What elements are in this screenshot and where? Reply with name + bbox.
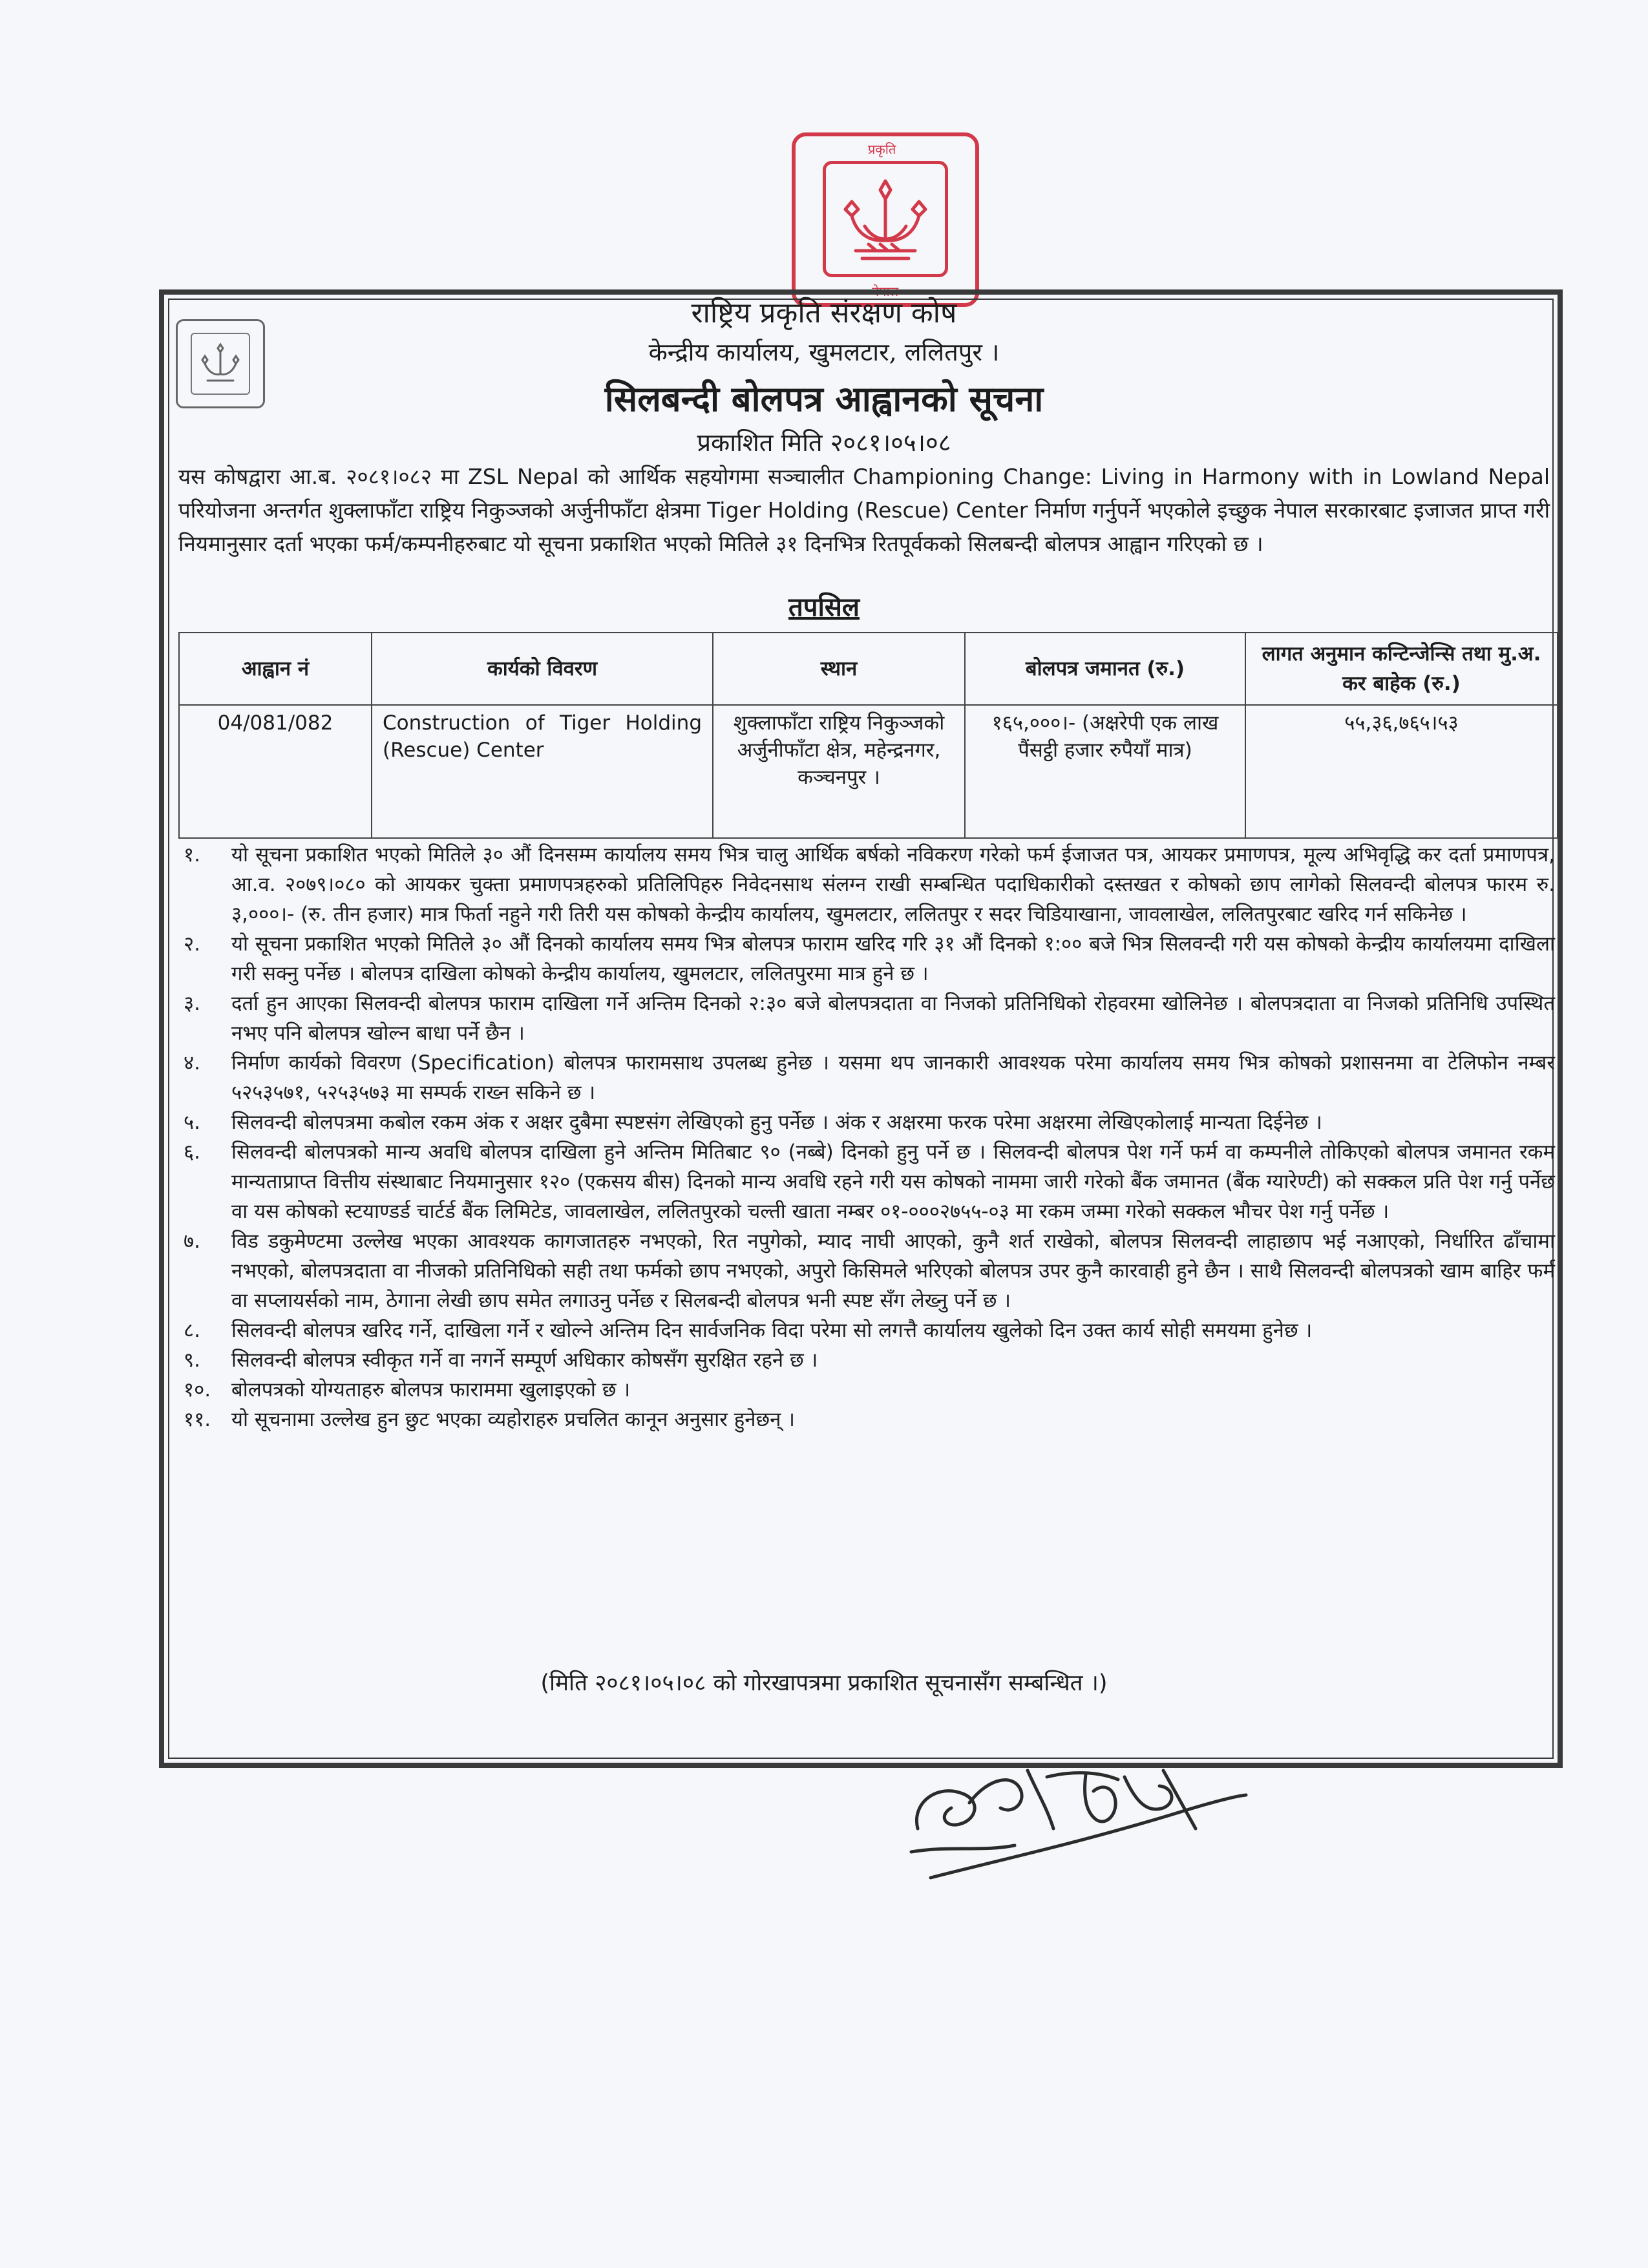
header-work-description: कार्यको विवरण [372, 633, 713, 705]
clause-number: ९. [184, 1349, 200, 1372]
clause-number: ४. [184, 1051, 200, 1075]
table-row [179, 705, 1558, 838]
clause-number: ३. [184, 992, 200, 1015]
list-item [178, 840, 1555, 929]
list-item [178, 1226, 1555, 1316]
organization-seal-stamp [792, 132, 979, 307]
clause-text: सिलवन्दी बोलपत्र स्वीकृत गर्ने वा नगर्ने सम्पूर्ण अधिकार कोषसँग सुरक्षित रहने छ । [231, 1349, 818, 1372]
header-call-number: आह्वान नं [179, 633, 372, 705]
header-location: स्थान [713, 633, 965, 705]
header-bid-security: बोलपत्र जमानत (रु.) [965, 633, 1245, 705]
clause-text: सिलवन्दी बोलपत्रमा कबोल रकम अंक र अक्षर दुबैमा स्पष्टसंग लेखिएको हुनु पर्नेछ । अंक र अक्षरमा फरक परेमा अक्षरमा लेखिएकोलाई मान्यता दिईनेछ । [231, 1111, 1322, 1134]
cell-location: शुक्लाफाँटा राष्ट्रिय निकुञ्जको अर्जुनीफाँटा क्षेत्र, महेन्द्रनगर, कञ्चनपुर । [713, 705, 965, 838]
clause-number: ११. [184, 1408, 211, 1431]
office-address: केन्द्रीय कार्यालय, खुमलटार, ललितपुर । [648, 338, 1000, 366]
clause-text: दर्ता हुन आएका सिलवन्दी बोलपत्र फाराम दाखिला गर्ने अन्तिम दिनको २:३० बजे बोलपत्रदाता वा निजको प्रतिनिधिको रोहवरमा खोलिनेछ । बोलपत्रदाता वा निजको प्रतिनिधि उपस्थित नभए पनि बोलपत्र खोल्न बाधा पर्ने छैन । [231, 992, 1555, 1045]
clause-number: ६. [184, 1140, 200, 1164]
handwritten-signature [892, 1732, 1254, 1887]
clause-text: यो सूचना प्रकाशित भएको मितिले ३० औं दिनको कार्यालय समय भित्र बोलपत्र फाराम खरिद गरि ३१ औं दिनको १:०० बजे भित्र सिलवन्दी गरी यस कोषको केन्द्रीय कार्यालयमा दाखिला गरी सक्नु पर्नेछ । बोलपत्र दाखिला कोषको केन्द्रीय कार्यालय, खुमलटार, ललितपुरमा मात्र हुने छ । [231, 932, 1555, 985]
clause-text: सिलवन्दी बोलपत्रको मान्य अवधि बोलपत्र दाखिला हुने अन्तिम मितिबाट ९० (नब्बे) दिनको हुनु पर्ने छ । सिलवन्दी बोलपत्र पेश गर्ने फर्म वा कम्पनीले तोकिएको बोलपत्र जमानत रकम मान्यताप्राप्त वित्तीय संस्थाबाट नियमानुसार १२० (एकसय बीस) दिनको मान्य अवधि रहने गरी यस कोषको नाममा जारी गरेको बैंक जमानत (बैंक ग्यारेण्टी) को सक्कल प्रति पेश गर्नु पर्नेछ वा यस कोषको स्टयाण्डर्ड चार्टर्ड बैंक लिमिटेड, जावलाखेल, ललितपुरको चल्ती खाता नम्बर ०१-०००२७५५-०३ मा रकम जम्मा गरेको सक्कल भौचर पेश गर्नु पर्नेछ । [231, 1140, 1555, 1223]
clause-text: यो सूचना प्रकाशित भएको मितिले ३० औं दिनसम्म कार्यालय समय भित्र चालु आर्थिक बर्षको नविकरण गरेको फर्म ईजाजत पत्र, आयकर प्रमाणपत्र, मूल्य अभिवृद्धि कर दर्ता प्रमाणपत्र, आ.व. २०७९।०८० को आयकर चुक्ता प्रमाणपत्रहरुको प्रतिलिपिहरु निवेदनसाथ संलग्न राखी सम्बन्धित पदाधिकारीको दस्तखत र कोषको छाप लागेको सिलवन्दी बोलपत्र फारम रु. ३,०००।- (रु. तीन हजार) मात्र फिर्ता नहुने गरी तिरी यस कोषको केन्द्रीय कार्यालय, खुमलटार, ललितपुर र सदर चिडियाखाना, जावलाखेल, ललितपुरबाट खरिद गर्न सकिनेछ । [231, 843, 1555, 926]
cell-call-number: 04/081/082 [179, 705, 372, 838]
intro-paragraph: यस कोषद्वारा आ.ब. २०८१।०८२ मा ZSL Nepal को आर्थिक सहयोगमा सञ्चालीत Championing Change: Living in Harmony with in Lowland Nepal परियोजना अन्तर्गत शुक्लाफाँटा राष्ट्रिय निकुञ्जको अर्जुनीफाँटा क्षेत्रमा Tiger Holding (Rescue) Center निर्माण गर्नुपर्ने भएकोले इच्छुक नेपाल सरकारबाट इजाजत प्राप्त गरी नियमानुसार दर्ता भएका फर्म/कम्पनीहरुबाट यो सूचना प्रकाशित भएको मितिले ३१ दिनभित्र रितपूर्वकको सिलबन्दी बोलपत्र आह्वान गरिएको छ । [178, 464, 1550, 556]
seal-emblem-icon [826, 164, 945, 274]
list-item [178, 1137, 1555, 1226]
list-item [178, 989, 1555, 1048]
clause-text: विड डकुमेण्टमा उल्लेख भएका आवश्यक कागजातहरु नभएको, रित नपुगेको, म्याद नाघी आएको, कुनै शर्त राखेको, बोलपत्र सिलवन्दी लाहाछाप भई नआएको, निर्धारित ढाँचामा नभएको, बोलपत्रदाता वा नीजको प्रतिनिधिको सही तथा फर्मको छाप नभएको, अपुरो किसिमले भरिएको बोलपत्र उपर कुनै कारवाही हुने छैन । साथै सिलवन्दी बोलपत्रको खाम बाहिर फर्म वा सप्लायर्सको नाम, ठेगाना लेखी छाप समेत लगाउनु पर्नेछ र सिलबन्दी बोलपत्र भनी स्पष्ट सँग लेख्नु पर्ने छ । [231, 1230, 1555, 1312]
conditions-list [178, 840, 1555, 1434]
list-item [178, 1405, 1555, 1434]
cell-bid-security: १६५,०००।- (अक्षरेपी एक लाख पैंसट्ठी हजार रुपैयाँ मात्र) [965, 705, 1245, 838]
clause-text: बोलपत्रको योग्यताहरु बोलपत्र फाराममा खुलाइएको छ । [231, 1378, 631, 1402]
organization-name: राष्ट्रिय प्रकृति संरक्षण कोष [691, 297, 957, 330]
clause-number: १. [184, 843, 200, 866]
cell-cost-estimate: ५५,३६,७६५।५३ [1245, 705, 1558, 838]
list-item [178, 1316, 1555, 1345]
list-item [178, 929, 1555, 989]
list-item [178, 1108, 1555, 1137]
clause-number: ८. [184, 1319, 200, 1342]
clause-number: ५. [184, 1111, 200, 1134]
published-date: प्रकाशित मिति २०८१।०५।०८ [697, 428, 951, 457]
clause-text: सिलवन्दी बोलपत्र खरिद गर्ने, दाखिला गर्ने र खोल्ने अन्तिम दिन सार्वजनिक विदा परेमा सो लगत्तै कार्यालय खुलेको दिन उक्त कार्य सोही समयमा हुनेछ । [231, 1319, 1313, 1342]
list-item [178, 1345, 1555, 1375]
clause-number: १०. [184, 1378, 211, 1402]
schedule-heading: तपसिल [788, 593, 860, 622]
header-cost-estimate: लागत अनुमान कन्टिन्जेन्सि तथा मु.अ. कर बाहेक (रु.) [1245, 633, 1558, 705]
clause-number: ७. [184, 1230, 200, 1253]
tender-table [178, 632, 1558, 839]
cell-work-description: Construction of Tiger Holding (Rescue) Center [372, 705, 713, 838]
list-item [178, 1375, 1555, 1405]
notice-title: सिलबन्दी बोलपत्र आह्वानको सूचना [604, 378, 1044, 419]
seal-inner-ring [823, 161, 948, 277]
clause-text: निर्माण कार्यको विवरण (Specification) बोलपत्र फारामसाथ उपलब्ध हुनेछ । यसमा थप जानकारी आवश्यक परेमा कार्यालय समय भित्र कोषको प्रशासनमा वा टेलिफोन नम्बर ५२५३५७१, ५२५३५७३ मा सम्पर्क राख्न सकिने छ । [231, 1051, 1555, 1104]
clause-text: यो सूचनामा उल्लेख हुन छुट भएका व्यहोराहरु प्रचलित कानून अनुसार हुनेछन् । [231, 1408, 795, 1431]
footer-reference-note: (मिति २०८१।०५।०८ को गोरखापत्रमा प्रकाशित सूचनासँग सम्बन्धित ।) [540, 1670, 1108, 1696]
seal-bottom-text: नेपाल [872, 284, 899, 299]
clause-number: २. [184, 932, 200, 956]
seal-top-text: प्रकृति [868, 142, 896, 157]
table-header-row [179, 633, 1558, 705]
list-item [178, 1048, 1555, 1108]
